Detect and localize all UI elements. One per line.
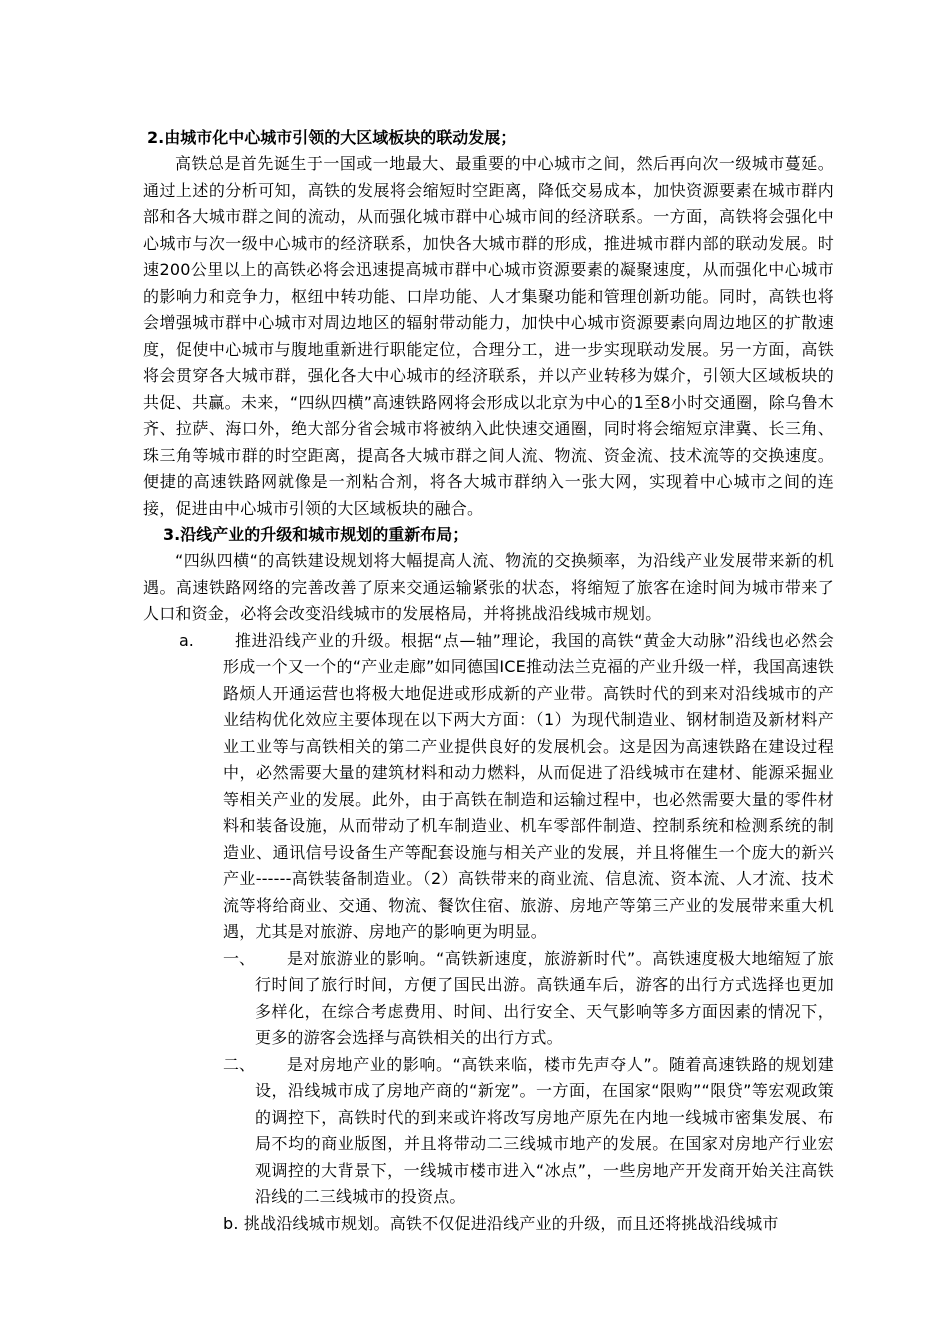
sub-item-tourism bbox=[143, 946, 834, 1052]
section-3-paragraph: “四纵四横“的高铁建设规划将大幅提高人流、物流的交换频率，为沿线产业发展带来新的机遇。高速铁路网络的完善改善了原来交通运输紧张的状态，将缩短了旅客在途时间为城市带来了人口和资金，必将会改变沿线城市的发展格局，并将挑战沿线城市规划。 bbox=[143, 551, 834, 623]
sub-item-real-estate bbox=[143, 1052, 834, 1211]
list-item-b-text: b. 挑战沿线城市规划。高铁不仅促进沿线产业的升级，而且还将挑战沿线城市 bbox=[223, 1213, 779, 1233]
list-item-a-text: 推进沿线产业的升级。根据“点—轴”理论，我国的高铁“黄金大动脉”沿线也必然会形成一个又一个的“产业走廊”如同德国ICE推动法兰克福的产业升级一样，我国高速铁路烦人开通运营也将极大地促进或形成新的产业带。高铁时代的到来对沿线城市的产业结构优化效应主要体现在以下两大方面：（1）为现代制造业、钢材制造及新材料产业工业等与高铁相关的第二产业提供良好的发展机会。这是因为高速铁路在建设过程中，必然需要大量的建筑材料和动力燃料，从而促进了沿线城市在建材、能源采掘业等相关产业的发展。此外，由于高铁在制造和运输过程中，也必然需要大量的零件材料和装备设施，从而带动了机车制造业、机车零部件制造、控制系统和检测系统的制造业、通讯信号设备生产等配套设施与相关产业的发展，并且将催生一个庞大的新兴产业------高铁装备制造业。（2）高铁带来的商业流、信息流、资本流、人才流、技术流等将给商业、交通、物流、餐饮住宿、旅游、房地产等第三产业的发展带来重大机遇，尤其是对旅游、房地产的影响更为明显。 bbox=[223, 630, 834, 941]
sub-item-tourism-text: 是对旅游业的影响。“高铁新速度，旅游新时代”。高铁速度极大地缩短了旅行时间了旅行时间，方便了国民出游。高铁通车后，游客的出行方式选择也更加多样化，在综合考虑费用、时间、出行安全、天气影响等多方面因素的情况下，更多的游客会选择与高铁相关的出行方式。 bbox=[255, 948, 834, 1047]
section-2-paragraph: 高铁总是首先诞生于一国或一地最大、最重要的中心城市之间，然后再向次一级城市蔓延。通过上述的分析可知，高铁的发展将会缩短时空距离，降低交易成本，加快资源要素在城市群内部和各大城市群之间的流动，从而强化城市群中心城市间的经济联系。一方面，高铁将会强化中心城市与次一级中心城市的经济联系，加快各大城市群的形成，推进城市群内部的联动发展。时速200公里以上的高铁必将会迅速提高城市群中心城市资源要素的凝聚速度，从而强化中心城市的影响力和竞争力，枢纽中转功能、口岸功能、人才集聚功能和管理创新功能。同时，高铁也将会增强城市群中心城市对周边地区的辐射带动能力，加快中心城市资源要素向周边地区的扩散速度，促使中心城市与腹地重新进行职能定位，合理分工，进一步实现联动发展。另一方面，高铁将会贯穿各大城市群，强化各大中心城市的经济联系，并以产业转移为媒介，引领大区域板块的共促、共赢。未来，“四纵四横”高速铁路网将会形成以北京为中心的1至8小时交通圈，除乌鲁木齐、拉萨、海口外，绝大部分省会城市将被纳入此快速交通圈，同时将会缩短京津冀、长三角、珠三角等城市群的时空距离，提高各大城市群之间人流、物流、资金流、技术流等的交换速度。便捷的高速铁路网就像是一剂粘合剂，将各大城市群纳入一张大网，实现着中心城市之间的连接，促进由中心城市引领的大区域板块的融合。 bbox=[143, 154, 834, 518]
section-3-heading: 3.沿线产业的升级和城市规划的重新布局； bbox=[163, 525, 469, 544]
list-item-b bbox=[143, 1211, 834, 1238]
section-2-heading: 2.由城市化中心城市引领的大区域板块的联动发展； bbox=[147, 128, 517, 147]
sub-item-marker-1: 一、 bbox=[223, 948, 256, 968]
list-item-a bbox=[143, 628, 834, 946]
list-marker-a: a. bbox=[179, 630, 194, 650]
sub-item-marker-2: 二、 bbox=[223, 1054, 256, 1074]
sub-item-real-estate-text: 是对房地产业的影响。“高铁来临，楼市先声夺人”。随着高速铁路的规划建设，沿线城市成了房地产商的“新宠”。一方面，在国家“限购”“限贷”等宏观政策的调控下，高铁时代的到来或许将改写房地产原先在内地一线城市密集发展、布局不均的商业版图，并且将带动二三线城市地产的发展。在国家对房地产行业宏观调控的大背景下，一线城市楼市进入“冰点”，一些房地产开发商开始关注高铁沿线的二三线城市的投资点。 bbox=[255, 1054, 834, 1206]
